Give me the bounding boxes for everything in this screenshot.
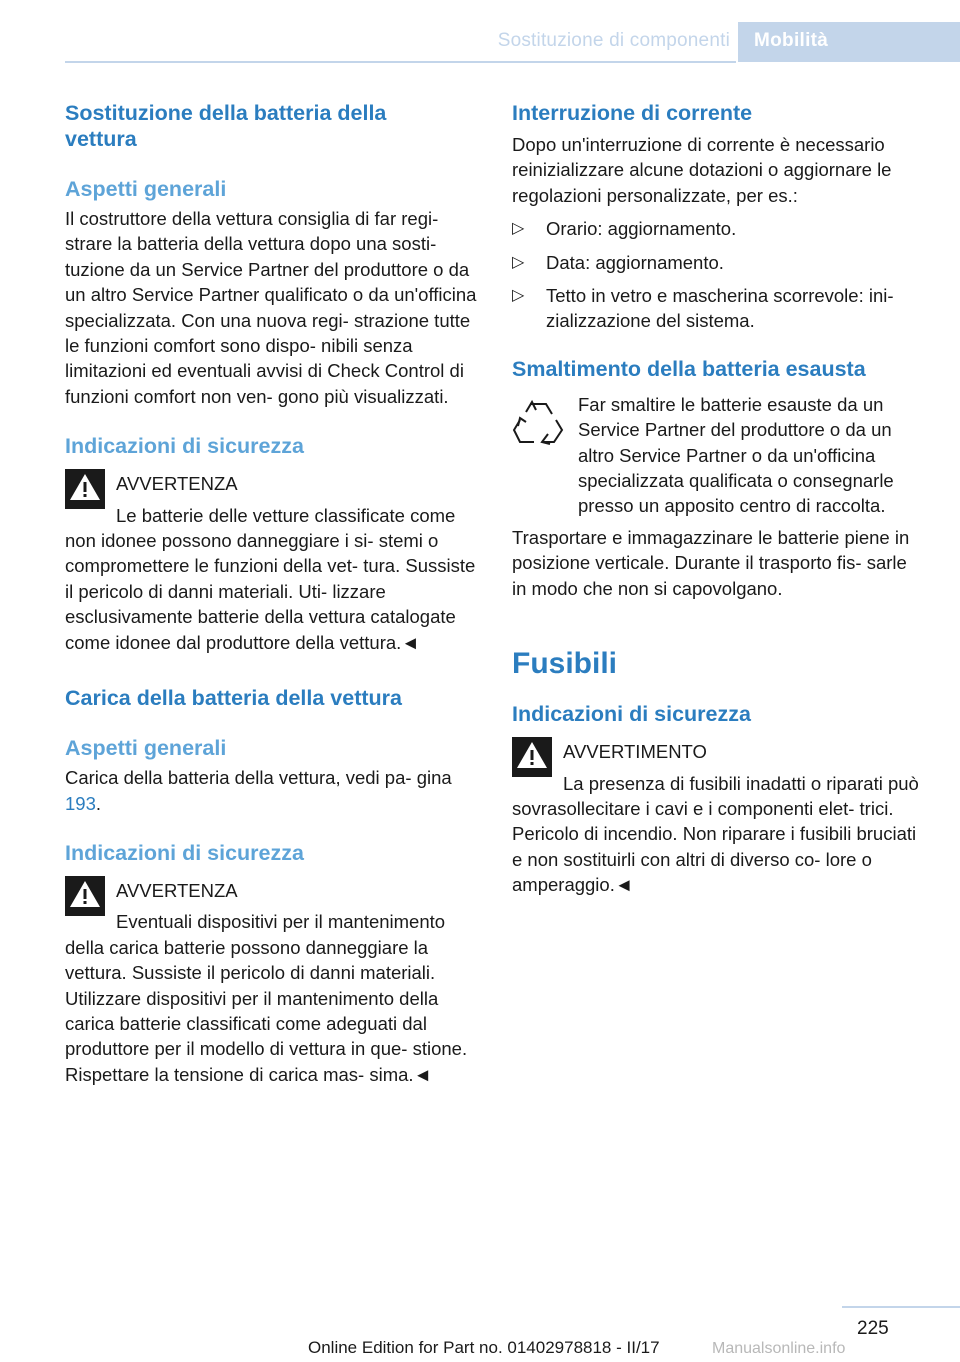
subheading-general-aspects-2: Aspetti generali [65, 736, 227, 761]
chapter-tab-label: Mobilità [754, 30, 829, 51]
list-item [512, 216, 924, 241]
warning-label-2: AVVERTENZA [116, 879, 238, 901]
chapter-tab [738, 22, 960, 62]
charging-ref-text: Carica della batteria della vettura, vedi pa- gina [65, 767, 452, 789]
watermark: Manualsonline.info [712, 1340, 846, 1357]
paragraph-power-interruption: Dopo un'interruzione di corrente è necessario reinizializzare alcune dotazioni o aggiornare le regolazioni personalizzate, per es.: [512, 134, 892, 206]
page-number: 225 [857, 1318, 889, 1339]
bullet-triangle-icon: ▷ [512, 220, 525, 238]
left-column [65, 100, 477, 1087]
list-item-text: Orario: aggiornamento. [546, 218, 737, 240]
heading-battery-charging: Carica della batteria della vettura [65, 686, 402, 711]
heading-power-interruption: Interruzione di corrente [512, 101, 753, 125]
list-item-text: Tetto in vetro e mascherina scorrevole: ini- zializzazione del sistema. [546, 285, 894, 332]
right-column [512, 100, 924, 898]
warning-label-fuses: AVVERTIMENTO [563, 741, 707, 763]
warning-block-2 [65, 878, 477, 1087]
heading-battery-replacement: Sostituzione della batteria della vettura [65, 101, 387, 151]
warning-label-1: AVVERTENZA [116, 473, 238, 495]
recycle-icon [512, 398, 564, 446]
edition-footer: Online Edition for Part no. 01402978818 - II/17 [308, 1338, 660, 1357]
bullet-triangle-icon: ▷ [512, 253, 525, 271]
list-item-text: Data: aggiornamento. [546, 251, 724, 273]
warning-text-fuses: La presenza di fusibili inadatti o riparati può sovrasollecitare i cavi e i componenti elet- trici. Pericolo di incendio. Non riparare i fusibili bruciati e non sostituirli con altri di diverso co- lore o amperaggio.◄ [512, 772, 919, 896]
heading-fuses: Fusibili [512, 647, 617, 681]
warning-triangle-icon [65, 876, 105, 916]
charging-ref-end: . [95, 792, 102, 814]
warning-text-1: Le batterie delle vetture classificate come non idonee possono danneggiare i si- stemi o compromettere le funzioni della vet- tura. Sussiste il pericolo di danni materiali. Uti- lizzare esclusivamente batterie della vettura catalogate come idonee dal produttore della vettura.◄ [65, 504, 476, 653]
warning-triangle-icon [65, 469, 105, 509]
bullet-triangle-icon: ▷ [512, 287, 525, 305]
paragraph-transport: Trasportare e immagazzinare le batterie piene in posizione verticale. Durante il trasporto fis- sarle in modo che non si capovolgano. [512, 526, 910, 599]
running-header-section: Sostituzione di componenti [497, 30, 730, 51]
paragraph-disposal-head [578, 392, 924, 519]
paragraph-charging-ref [65, 765, 455, 816]
warning-block-fuses [512, 739, 924, 897]
warning-text-2: Eventuali dispositivi per il mantenimento della carica batterie possono danneggiare la vettura. Sussiste il pericolo di danni materiali. Utilizzare dispositivi per il mantenimento della carica batterie classificati come adeguati dal produttore per il modello di vettura in que- stione. Rispettare la tensione di carica mas- sima.◄ [65, 911, 468, 1085]
disposal-block [512, 392, 924, 519]
warning-block-1 [65, 471, 477, 655]
subheading-safety-1: Indicazioni di sicurezza [65, 434, 304, 459]
list-reset-items [512, 216, 924, 334]
list-item [512, 250, 924, 275]
footer-rule [842, 1306, 960, 1308]
warning-triangle-icon [512, 737, 552, 777]
heading-battery-disposal: Smaltimento della batteria esausta [512, 356, 866, 381]
disposal-text: Far smaltire le batterie esauste da un Service Partner del produttore o da un altro Service Partner o da un'officina specializzata qualificata o consegnarle presso un apposito centro di raccolta. [578, 393, 894, 517]
subheading-safety-fuses: Indicazioni di sicurezza [512, 702, 751, 727]
subheading-safety-2: Indicazioni di sicurezza [65, 840, 304, 865]
paragraph-registration: Il costruttore della vettura consiglia di far regi- strare la batteria della vettura dopo una sosti- tuzione da un Service Partner del produttore o da un altro Service Partner qualificato o da un'officina specializzata. Con una nuova regi- strazione tutte le funzioni comfort sono dispo- nibili senza limitazioni ed eventuali avvisi di Check Control di funzioni comfort non ven- gono più visualizzati. [65, 208, 477, 407]
subheading-general-aspects-1: Aspetti generali [65, 177, 227, 201]
page-link-193[interactable]: 193 [65, 792, 96, 814]
header-rule [65, 61, 736, 63]
list-item [512, 283, 924, 334]
